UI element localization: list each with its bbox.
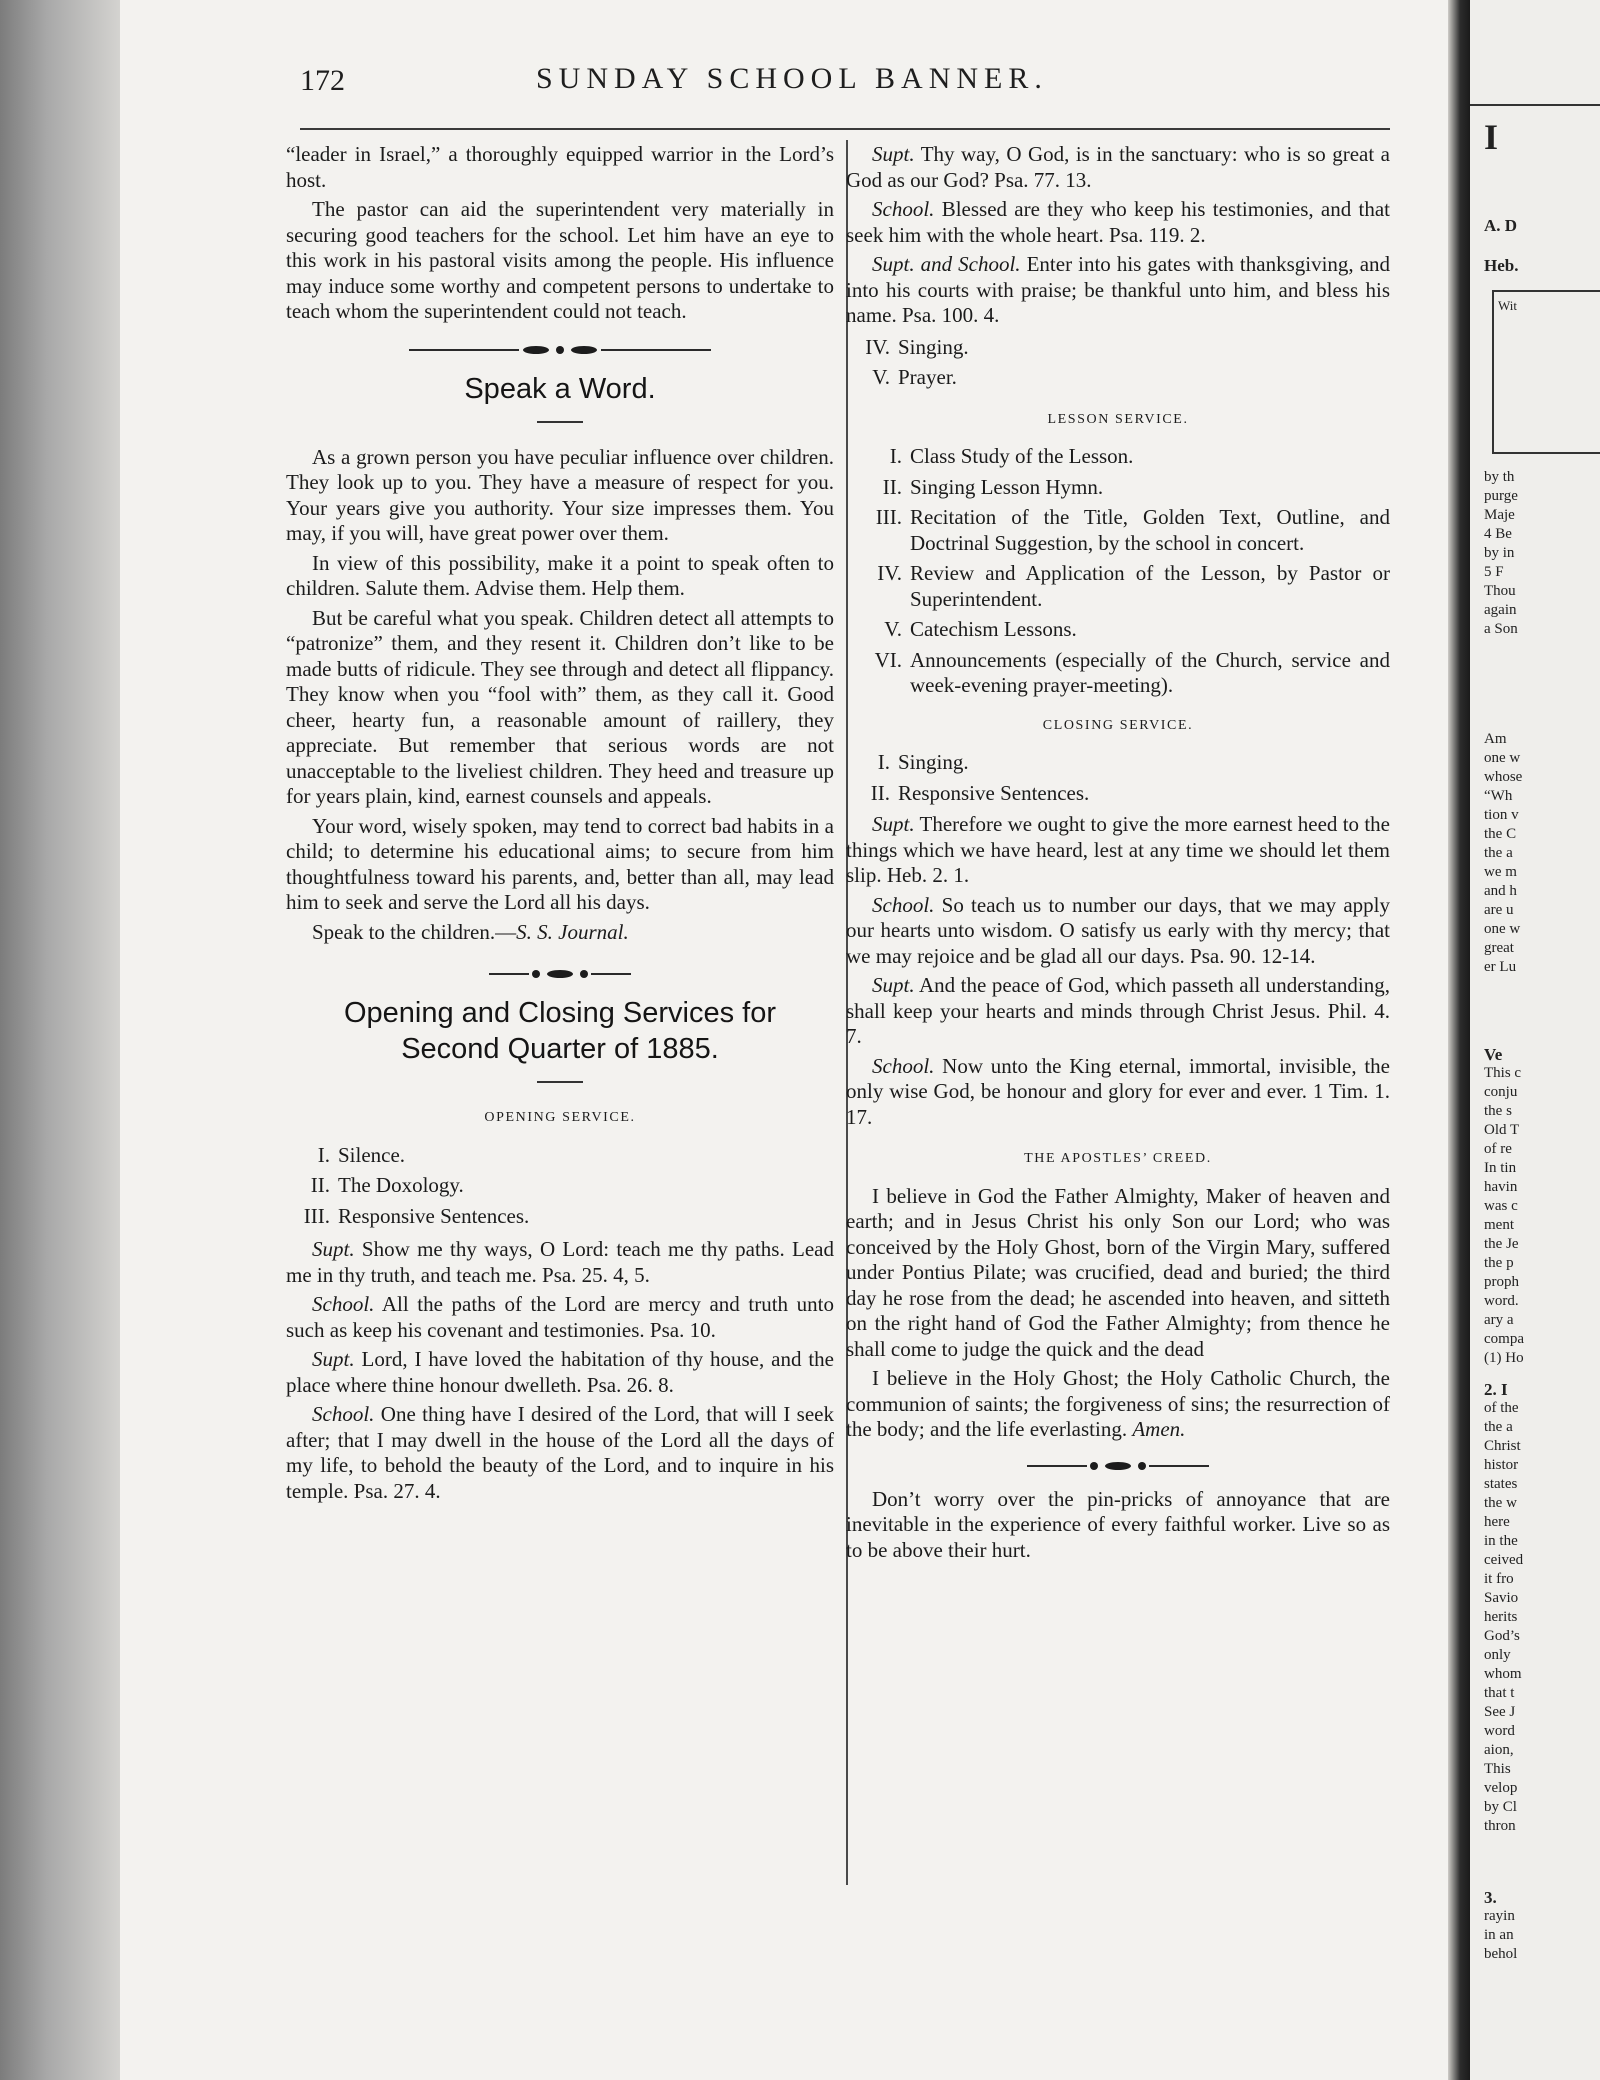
response-paragraph — [846, 142, 1390, 193]
facing-fragment: Ve — [1484, 1045, 1503, 1064]
speak-paragraph: As a grown person you have peculiar influence over children. They look up to you. They have a measure of respect for you. Your years give you authority. Your size impresses them. You may, if you will, have great power over them. — [286, 444, 834, 545]
response-paragraph — [846, 973, 1390, 1050]
facing-fragment: ceived — [1484, 1552, 1524, 1568]
facing-fragment: (1) Ho — [1484, 1350, 1524, 1366]
response-text: Blessed are they who keep his testimonies, and that seek him with the whole heart. Psa. 119. 2. — [846, 197, 1391, 247]
opening-list-continued — [846, 335, 1390, 391]
speak-closing — [286, 920, 834, 946]
speak-paragraph: Your word, wisely spoken, may tend to correct bad habits in a child; to determine his educational aims; to secure from him thoughtfulness toward his parents, and, better than all, may lead him to seek and serve the Lord all his days. — [286, 813, 834, 914]
facing-fragment: A. D — [1484, 216, 1518, 235]
left-column — [286, 142, 834, 1504]
facing-fragment: conju — [1484, 1084, 1518, 1100]
facing-fragment: aion, — [1484, 1742, 1514, 1758]
response-text: Lord, I have loved the habitation of thy house, and the place where thine honour dwelleth. Psa. 26. 8. — [286, 1347, 835, 1397]
facing-page-right — [1470, 0, 1600, 2080]
page-header — [300, 60, 1390, 104]
list-item — [846, 617, 1390, 643]
list-item — [846, 365, 1390, 391]
creed-paragraph: I believe in God the Father Almighty, Maker of heaven and earth; and in Jesus Christ his only Son our Lord; who was conceived by the Holy Ghost, born of the Virgin Mary, suffered under Pontius Pilate; was crucified, dead and buried; the third day he rose from the dead; he ascended into heaven, and sitteth on the right hand of God the Father Almighty; from thence he shall come to judge the quick and the dead — [846, 1183, 1390, 1361]
facing-fragment: and h — [1484, 883, 1517, 899]
header-rule — [300, 128, 1390, 130]
item-number: I. — [317, 1142, 330, 1167]
lesson-service-heading: LESSON SERVICE. — [1047, 411, 1189, 427]
item-text: Singing. — [898, 750, 969, 774]
facing-fragment: are u — [1484, 902, 1514, 918]
right-column — [846, 142, 1390, 1563]
item-number: II. — [882, 474, 902, 499]
item-number: V. — [872, 365, 890, 389]
opening-service-heading: OPENING SERVICE. — [484, 1110, 636, 1125]
response-text: Now unto the King eternal, immortal, invisible, the only wise God, be honour and glory for ever and ever. 1 Tim. 1. 17. — [846, 1053, 1391, 1129]
creed-heading: THE APOSTLES’ CREED. — [1024, 1151, 1212, 1166]
item-text: Responsive Sentences. — [338, 1203, 530, 1228]
facing-fragment: See J — [1484, 1704, 1516, 1720]
facing-fragment: again — [1484, 602, 1517, 618]
ornament-divider — [286, 967, 834, 981]
item-number: I. — [889, 444, 902, 468]
facing-fragment: in the — [1484, 1533, 1518, 1549]
response-text: Therefore we ought to give the more earnest heed to the things which we have heard, lest at any time we should let them slip. Heb. 2. 1. — [846, 812, 1390, 887]
speaker-label: Supt. — [312, 1347, 355, 1371]
item-number: IV. — [865, 334, 890, 359]
response-text: All the paths of the Lord are mercy and truth unto such as keep his covenant and testimonies. Psa. 10. — [286, 1292, 834, 1342]
section-heading-speak: Speak a Word. — [464, 372, 656, 405]
facing-fragment: tion v — [1484, 807, 1519, 823]
facing-fragment: was c — [1484, 1198, 1518, 1214]
facing-fragment: God’s — [1484, 1628, 1520, 1644]
closing-service-heading: CLOSING SERVICE. — [1042, 717, 1194, 733]
facing-fragment: ary a — [1484, 1312, 1514, 1328]
heading-rule — [537, 1081, 583, 1083]
facing-fragment: havin — [1484, 1179, 1518, 1195]
section-heading-services — [286, 995, 834, 1067]
creed-amen: Amen. — [1132, 1417, 1186, 1441]
item-number: III. — [875, 505, 902, 529]
speaker-label: Supt. — [872, 812, 915, 836]
item-number: VI. — [874, 647, 902, 672]
facing-fragment: the Je — [1484, 1236, 1519, 1252]
facing-fragment: histor — [1484, 1457, 1519, 1473]
list-item — [846, 335, 1390, 361]
facing-fragment: behol — [1484, 1946, 1518, 1962]
response-paragraph — [286, 1347, 834, 1398]
response-paragraph — [846, 252, 1390, 329]
item-number: V. — [884, 617, 902, 641]
response-text: Thy way, O God, is in the sanctuary: who is so great a God as our God? Psa. 77. 13. — [846, 142, 1390, 192]
facing-fragment: word. — [1484, 1293, 1519, 1309]
facing-fragment: herits — [1484, 1609, 1518, 1625]
list-item — [286, 1143, 834, 1169]
facing-fragment: of re — [1484, 1141, 1512, 1157]
item-number: II. — [870, 780, 890, 805]
facing-fragment: great — [1484, 940, 1514, 956]
facing-fragment: we m — [1484, 864, 1517, 880]
speak-paragraph: In view of this possibility, make it a point to speak often to children. Salute them. Advise them. Help them. — [286, 550, 834, 600]
facing-fragment: proph — [1484, 1274, 1519, 1290]
list-item — [846, 561, 1390, 612]
facing-fragment: by Cl — [1484, 1799, 1517, 1815]
page-number: 172 — [300, 64, 345, 97]
source-credit: S. S. Journal. — [516, 919, 629, 944]
speaker-label: School. — [312, 1402, 375, 1426]
item-number: IV. — [877, 561, 902, 585]
facing-fragment: compa — [1484, 1331, 1524, 1347]
binding-gutter — [1448, 0, 1470, 2080]
list-item — [846, 475, 1390, 501]
facing-fragment: the a — [1484, 1419, 1513, 1435]
response-paragraph — [846, 812, 1390, 889]
creed-paragraph — [846, 1366, 1390, 1443]
facing-fragment: Am — [1484, 731, 1507, 747]
speaker-label: Supt. — [872, 973, 915, 997]
item-text: Class Study of the Lesson. — [910, 444, 1134, 468]
facing-fragment: Thou — [1484, 583, 1516, 599]
facing-fragment: purge — [1484, 488, 1518, 504]
facing-fragment: here — [1484, 1514, 1510, 1530]
facing-fragment: that t — [1484, 1685, 1515, 1701]
heading-rule — [537, 421, 583, 423]
facing-page-rule — [1470, 104, 1600, 106]
response-paragraph — [846, 1054, 1390, 1131]
facing-fragment: word — [1484, 1723, 1515, 1739]
response-text: Show me thy ways, O Lord: teach me thy paths. Lead me in thy truth, and teach me. Psa. 25. 4, 5. — [286, 1237, 835, 1287]
facing-fragment: Savio — [1484, 1590, 1519, 1606]
facing-fragment: Heb. — [1484, 256, 1519, 275]
lesson-list — [846, 444, 1390, 699]
response-paragraph — [846, 893, 1390, 970]
facing-fragment: the s — [1484, 1103, 1512, 1119]
item-text: Review and Application of the Lesson, by Pastor or Superintendent. — [910, 561, 1390, 611]
facing-fragment: This c — [1484, 1065, 1522, 1081]
facing-fragment: velop — [1484, 1780, 1518, 1796]
item-text: Catechism Lessons. — [910, 617, 1077, 641]
list-item — [846, 505, 1390, 556]
response-paragraph — [286, 1402, 834, 1504]
services-title-line: Opening and Closing Services for — [343, 997, 776, 1029]
running-title: SUNDAY SCHOOL BANNER. — [536, 62, 1048, 95]
item-text: The Doxology. — [338, 1173, 464, 1197]
item-number: III. — [303, 1203, 330, 1228]
intro-paragraph: The pastor can aid the superintendent very materially in securing good teachers for the school. Let him have an eye to this work in his pastoral visits among the people. His influence may induce some worthy and competent persons to undertake to teach whom the superintendent could not teach. — [286, 197, 834, 323]
ornament-divider — [846, 1459, 1390, 1473]
item-number: I. — [877, 750, 890, 774]
closing-text: Speak to the children.— — [312, 919, 517, 944]
response-paragraph — [286, 1292, 834, 1343]
item-number: II. — [310, 1173, 330, 1197]
speak-paragraph: But be careful what you speak. Children detect all attempts to “patronize” them, and they resent it. Children don’t like to be made butts of ridicule. They see through and detect all flippancy. They know when you “fool with” them, as they call it. Good cheer, hearty fun, a reasonable amount of raillery, they appreciate. But remember that serious words are not unacceptable to the liveliest children. They heed and treasure up for years plain, kind, earnest counsels and appeals. — [286, 605, 834, 808]
speaker-label: School. — [872, 1053, 935, 1078]
facing-fragment: one w — [1484, 921, 1521, 937]
closing-note: Don’t worry over the pin-pricks of annoyance that are inevitable in the experience of every faithful worker. Live so as to be above their hurt. — [846, 1486, 1390, 1562]
facing-page-edge — [0, 0, 120, 2080]
facing-fragment: a Son — [1484, 621, 1518, 637]
facing-fragment: only — [1484, 1647, 1511, 1663]
creed-text: I believe in the Holy Ghost; the Holy Catholic Church, the communion of saints; the forgiveness of sins; the resurrection of the body; and the life everlasting. — [846, 1366, 1390, 1441]
response-text: One thing have I desired of the Lord, that will I seek after; that I may dwell in the house of the Lord all the days of my life, to behold the beauty of the Lord, and to inquire in his temple. Psa. 27. 4. — [286, 1402, 834, 1503]
response-text: Enter into his gates with thanksgiving, and into his courts with praise; be thankful unto him, and bless his name. Psa. 100. 4. — [846, 252, 1391, 327]
facing-fragment: by th — [1484, 469, 1515, 485]
item-text: Singing. — [898, 334, 969, 359]
speaker-label: School. — [872, 892, 935, 917]
list-item — [286, 1204, 834, 1230]
list-item — [846, 648, 1390, 699]
facing-fragment: the a — [1484, 845, 1513, 861]
opening-list — [286, 1143, 834, 1230]
speaker-label: School. — [872, 197, 935, 221]
facing-fragment: Maje — [1484, 507, 1515, 523]
facing-fragment: ment — [1484, 1217, 1514, 1233]
facing-fragment: “Wh — [1484, 788, 1513, 804]
item-text: Responsive Sentences. — [898, 780, 1090, 805]
facing-fragment: rayin — [1484, 1908, 1515, 1924]
facing-fragment: In tin — [1484, 1160, 1517, 1176]
facing-fragment: Wit — [1498, 298, 1517, 313]
item-text: Announcements (especially of the Church, service and week-evening prayer-meeting). — [910, 647, 1390, 697]
facing-fragment: 3. — [1484, 1888, 1497, 1907]
speaker-label: Supt. — [312, 1237, 355, 1261]
facing-fragment: the C — [1484, 826, 1517, 842]
facing-fragment: 4 Be — [1484, 526, 1512, 542]
facing-fragment: by in — [1484, 545, 1515, 561]
list-item — [286, 1173, 834, 1199]
facing-fragment: 2. I — [1484, 1380, 1508, 1399]
facing-fragment: the w — [1484, 1495, 1517, 1511]
facing-fragment: in an — [1484, 1927, 1514, 1943]
facing-fragment: states — [1484, 1476, 1518, 1492]
speaker-label: Supt. and School. — [872, 252, 1021, 276]
facing-fragment: whose — [1484, 769, 1523, 785]
closing-list — [846, 750, 1390, 806]
facing-fragment: thron — [1484, 1818, 1516, 1834]
facing-fragment: Old T — [1484, 1122, 1520, 1138]
intro-paragraph: “leader in Israel,” a thoroughly equipped warrior in the Lord’s host. — [286, 142, 834, 192]
facing-fragment: I — [1484, 117, 1501, 157]
item-text: Recitation of the Title, Golden Text, Outline, and Doctrinal Suggestion, by the school in concert. — [910, 505, 1390, 555]
facing-fragment: the p — [1484, 1255, 1514, 1271]
speaker-label: Supt. — [872, 142, 915, 166]
facing-fragment: Christ — [1484, 1438, 1521, 1454]
item-text: Singing Lesson Hymn. — [910, 474, 1104, 499]
facing-fragment: of the — [1484, 1400, 1519, 1416]
item-text: Prayer. — [898, 365, 957, 389]
list-item — [846, 781, 1390, 807]
response-paragraph — [286, 1237, 834, 1288]
ornament-divider — [286, 343, 834, 357]
speaker-label: School. — [312, 1292, 375, 1316]
response-text: And the peace of God, which passeth all understanding, shall keep your hearts and minds through Christ Jesus. Phil. 4. 7. — [846, 973, 1391, 1048]
facing-fragment: it fro — [1484, 1571, 1514, 1587]
facing-fragment: This — [1484, 1761, 1511, 1777]
facing-fragment: 5 F — [1484, 564, 1504, 580]
list-item — [846, 444, 1390, 470]
services-title-line: Second Quarter of 1885. — [401, 1033, 719, 1065]
response-text: So teach us to number our days, that we may apply our hearts unto wisdom. O satisfy us early with thy mercy; that we may rejoice and be glad all our days. Psa. 90. 12-14. — [846, 892, 1391, 968]
facing-fragment: whom — [1484, 1666, 1522, 1682]
response-paragraph — [846, 197, 1390, 248]
list-item — [846, 750, 1390, 776]
facing-fragment: one w — [1484, 750, 1521, 766]
item-text: Silence. — [338, 1142, 406, 1167]
facing-fragment: er Lu — [1484, 959, 1517, 975]
